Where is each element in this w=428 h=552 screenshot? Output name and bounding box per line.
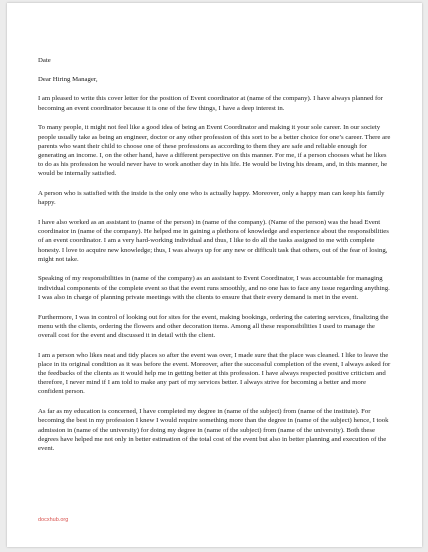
paragraph-responsibilities: Speaking of my responsibilities in (name of the company) as an assistant to Event Coordinator, I was accountable for managing individual components of the complete event so that the event runs smoothly, and no one has to face any issue regarding anything. I was also in charge of planning private meetings with the clients to ensure that their every demand is met in the event. — [38, 275, 390, 301]
footer-brand-link[interactable]: docxhub.org — [38, 517, 69, 523]
paragraph-intro: I am pleased to write this cover letter for the position of Event coordinator at (name of the company). I have always planned for becoming an event coordinator because it is one of the few things, I have a deep interest in. — [38, 95, 383, 112]
letter-page — [7, 3, 422, 547]
letter-date: Date — [38, 57, 51, 64]
paragraph-happiness: A person who is satisfied with the inside is the only one who is actually happy. Moreover, only a happy man can keep his family happy. — [38, 190, 385, 207]
paragraph-assistant-experience: I have also worked as an assistant to (name of the person) in (name of the company). (Name of the person) was the head Event coordinator in (name of the company). He helped me in gaining a plethora of knowledge and experience about the responsibilities of an event coordinator. I am a very hard-working individual and thus, I like to do all the tasks assigned to me with complete honesty. I love to acquire new knowledge; thus, I was always up for any new or difficult task that others, out of the fear of losing, might not take. — [38, 218, 389, 263]
paragraph-career-perspective: To many people, it might not feel like a good idea of being an Event Coordinator and making it your sole career. In our society people usually take as being an engineer, doctor or any other profession of this sort to be a better choice for one’s career. There are parents who want their child to choose one of these professions as according to them they are safe and reliable enough for generating an income. I, on the other hand, have a different perspective on this manner. For me, if a person chooses what he likes to do as his profession he would never have to work another day in his life. He would be living his dream, and, in this manner, he would be internally satisfied. — [38, 124, 391, 178]
paragraph-education: As far as my education is concerned, I have completed my degree in (name of the subject) from (name of the institute). For becoming the best in my profession I knew I would require something more than the degree in (name of the subject) hence, I took admission in (name of the university) for doing my degree in (name of the subject) from (name of the university). Both these degrees have helped me not only in better estimation of the total cost of the event but also in better planning and execution of the event. — [38, 408, 389, 452]
paragraph-site-bookings: Furthermore, I was in control of looking out for sites for the event, making bookings, ordering the catering services, finalizing the menu with the clients, ordering the flowers and other decoration items. Among all these responsibilities I used to manage the overall cost for the event and discussed it in detail with the client. — [38, 313, 389, 339]
letter-salutation: Dear Hiring Manager, — [38, 75, 98, 83]
paragraph-neatness: I am a person who likes neat and tidy places so after the event was over, I made sure that the place was cleaned. I like to leave the place in its original condition as it was before the event. Moreover, after the successful completion of the event, I always asked for the feedbacks of the clients as it would help me in getting better at this profession. I have always respected positive criticism and therefore, I never mind if I am told to make any part of my services better. I always strive for becoming a better and more confident person. — [38, 351, 391, 396]
